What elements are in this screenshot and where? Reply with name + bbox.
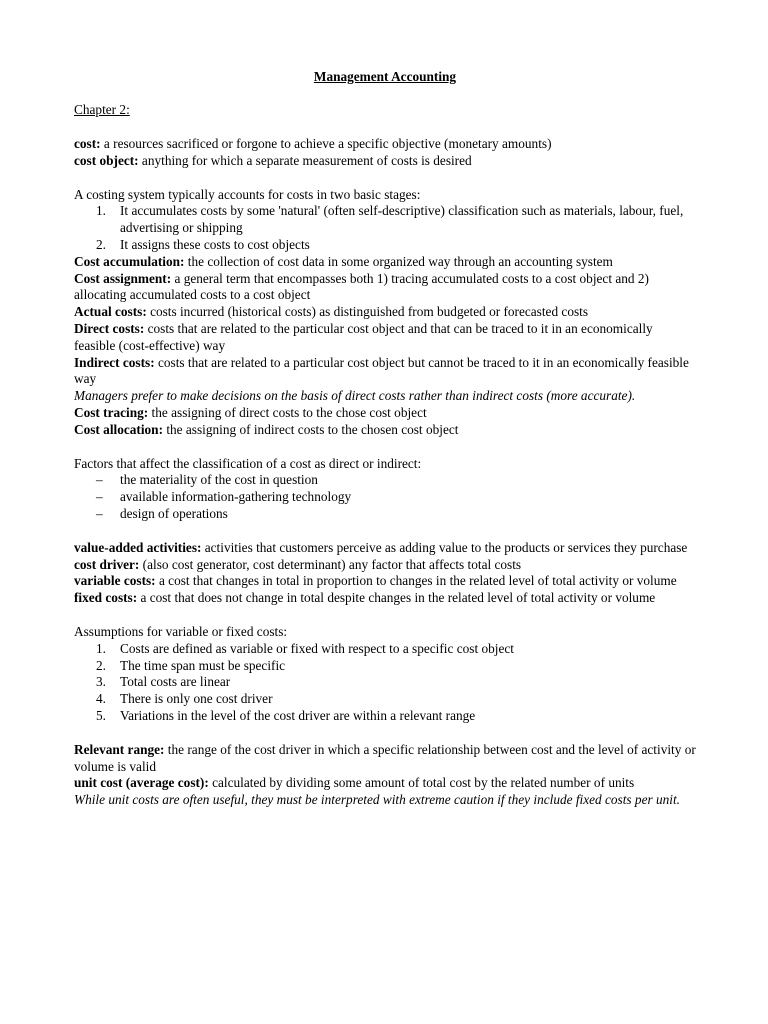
list-item-text: available information-gathering technology [120, 489, 352, 505]
definition-term: variable costs: [74, 573, 156, 589]
definition-text: costs that are related to the particular cost object and that can be traced to it in an economically feasible (cost-effective) way [74, 320, 653, 353]
list-item-text: Variations in the level of the cost driver are within a relevant range [120, 707, 476, 723]
italic-note: While unit costs are often useful, they must be interpreted with extreme caution if they include fixed costs per unit. [74, 792, 680, 808]
definition-text: (also cost generator, cost determinant) any factor that affects total costs [139, 556, 522, 572]
definition [74, 540, 696, 557]
definition [74, 271, 696, 305]
list-item [96, 472, 696, 489]
list-item [96, 203, 696, 237]
definition-term: Relevant range: [74, 741, 165, 757]
list-item-text: There is only one cost driver [120, 691, 273, 707]
definition-term: unit cost (average cost): [74, 775, 209, 791]
list-item-text: The time span must be specific [120, 657, 286, 673]
assumptions-intro: Assumptions for variable or fixed costs: [74, 623, 288, 639]
list-item [96, 489, 696, 506]
definition-text: a resources sacrificed or forgone to achieve a specific objective (monetary amounts) [100, 136, 552, 151]
list-number: 5. [96, 707, 106, 723]
definition-text: calculated by dividing some amount of total cost by the related number of units [208, 775, 635, 791]
definition-text: activities that customers perceive as adding value to the products or services they purchase [201, 539, 688, 555]
definition-term: Cost accumulation: [74, 253, 185, 269]
list-item [96, 708, 696, 725]
definition [74, 153, 696, 170]
definition-text: costs incurred (historical costs) as distinguished from budgeted or forecasted costs [146, 304, 589, 320]
definition [74, 405, 696, 422]
list-item [96, 691, 696, 708]
factors-list [74, 472, 696, 522]
definition-text: a cost that does not change in total despite changes in the related level of total activity or volume [137, 590, 656, 606]
list-item-text: Costs are defined as variable or fixed with respect to a specific cost object [120, 640, 514, 656]
definition-term: Cost allocation: [74, 421, 164, 437]
document-content [74, 69, 696, 809]
definition-text: the assigning of indirect costs to the chosen cost object [163, 421, 459, 437]
definition [74, 355, 696, 389]
definition-term: Actual costs: [74, 304, 147, 320]
definition-term: Cost tracing: [74, 404, 149, 420]
factors-intro: Factors that affect the classification of a cost as direct or indirect: [74, 455, 422, 471]
list-number: 1. [96, 203, 106, 219]
definition-term: value-added activities: [74, 539, 202, 555]
list-item [96, 506, 696, 523]
list-number: 2. [96, 657, 106, 673]
list-number: 4. [96, 691, 106, 707]
list-item [96, 237, 696, 254]
definition [74, 557, 696, 574]
list-item-text: the materiality of the cost in question [120, 472, 318, 488]
stages-list [74, 203, 696, 253]
definition-text: a general term that encompasses both 1) tracing accumulated costs to a cost object and 2) allocating accumulated costs to a cost object [74, 270, 649, 303]
definition [74, 775, 696, 792]
dash-bullet: – [96, 489, 103, 505]
definition [74, 422, 696, 439]
list-item [96, 658, 696, 675]
definition [74, 254, 696, 271]
definition-text: a cost that changes in total in proportion to changes in the related level of total activity or volume [155, 573, 677, 589]
list-number: 2. [96, 236, 106, 252]
definition-term: Indirect costs: [74, 354, 155, 370]
definition-text: the collection of cost data in some organized way through an accounting system [184, 253, 613, 269]
list-number: 3. [96, 674, 106, 690]
definition-text: costs that are related to a particular cost object but cannot be traced to it in an economically feasible way [74, 354, 689, 387]
definition-term: fixed costs: [74, 590, 138, 606]
list-item-text: design of operations [120, 505, 228, 521]
list-item-text: It accumulates costs by some 'natural' (often self-descriptive) classification such as materials, labour, fuel, advertising or shipping [120, 203, 684, 236]
definition [74, 304, 696, 321]
stages-intro: A costing system typically accounts for costs in two basic stages: [74, 186, 421, 202]
definition-term: cost: [74, 136, 101, 151]
definition [74, 742, 696, 776]
definition [74, 321, 696, 355]
list-item-text: Total costs are linear [120, 674, 231, 690]
definition-term: cost driver: [74, 556, 140, 572]
dash-bullet: – [96, 472, 103, 488]
definition-text: the range of the cost driver in which a specific relationship between cost and the level of activity or volume is valid [74, 741, 696, 774]
list-item [96, 674, 696, 691]
assumptions-list [74, 641, 696, 725]
definition-term: Direct costs: [74, 320, 145, 336]
definition [74, 136, 696, 153]
chapter-heading: Chapter 2: [74, 102, 130, 117]
definition-text: anything for which a separate measurement of costs is desired [138, 152, 472, 168]
definition-term: Cost assignment: [74, 270, 172, 286]
list-number: 1. [96, 640, 106, 656]
document-title: Management Accounting [313, 69, 457, 84]
italic-note: Managers prefer to make decisions on the basis of direct costs rather than indirect costs (more accurate). [74, 388, 636, 404]
definition [74, 590, 696, 607]
dash-bullet: – [96, 505, 103, 521]
definition-text: the assigning of direct costs to the chose cost object [148, 404, 427, 420]
list-item-text: It assigns these costs to cost objects [120, 236, 310, 252]
definition-term: cost object: [74, 152, 139, 168]
list-item [96, 641, 696, 658]
definition [74, 573, 696, 590]
